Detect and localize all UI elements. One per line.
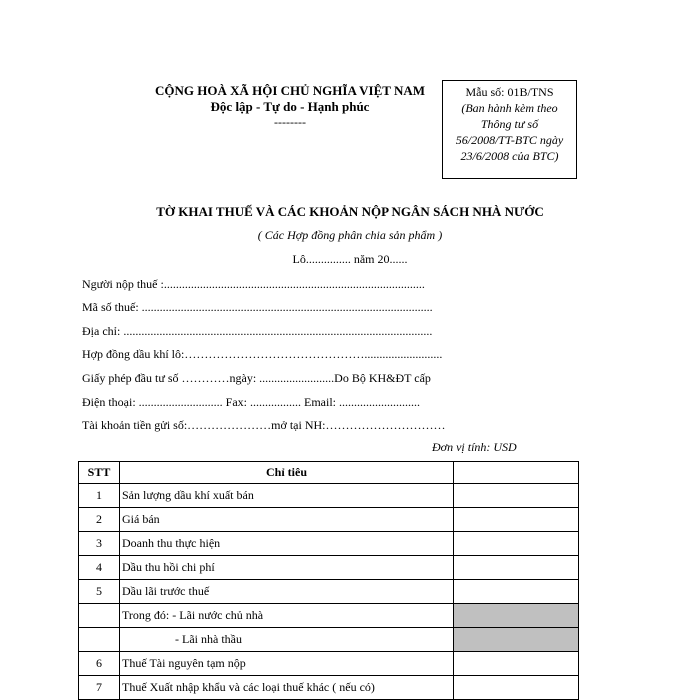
document-subtitle: ( Các Hợp đồng phân chia sản phẩm )	[257, 228, 443, 242]
row-item: Trong đó: - Lãi nước chủ nhà	[120, 604, 454, 628]
national-motto: Độc lập - Tự do - Hạnh phúc	[210, 99, 370, 114]
table-row	[79, 556, 579, 580]
national-header	[80, 83, 500, 129]
row-item: Thuế Tài nguyên tạm nộp	[120, 652, 454, 676]
form-number: Mẫu số: 01B/TNS	[465, 85, 554, 99]
row-number: 1	[79, 484, 120, 508]
issued-line-4: 23/6/2008 của BTC)	[460, 149, 559, 163]
col-header-value	[454, 462, 579, 484]
issued-line-2: Thông tư số	[480, 117, 539, 131]
row-number: 2	[79, 508, 120, 532]
taxpayer-field[interactable]: Người nộp thuế :.......................................................................................	[82, 277, 425, 291]
table-row	[79, 508, 579, 532]
row-value-cell[interactable]	[454, 532, 579, 556]
table-row	[79, 604, 579, 628]
row-value-cell[interactable]	[454, 556, 579, 580]
row-value-cell[interactable]	[454, 508, 579, 532]
issued-line-1: (Ban hành kèm theo	[461, 101, 558, 115]
row-number: 4	[79, 556, 120, 580]
row-item: Dầu lãi trước thuế	[120, 580, 454, 604]
row-item: Doanh thu thực hiện	[120, 532, 454, 556]
declaration-table	[78, 461, 579, 700]
row-value-shaded	[454, 628, 579, 652]
row-item: Dầu thu hồi chi phí	[120, 556, 454, 580]
row-number: 5	[79, 580, 120, 604]
table-row	[79, 652, 579, 676]
row-item: Giá bán	[120, 508, 454, 532]
header-rule: --------	[274, 115, 306, 129]
unit-label: Đơn vị tính: USD	[432, 440, 517, 454]
table-row	[79, 676, 579, 700]
issued-line-3: 56/2008/TT-BTC ngày	[455, 133, 564, 147]
row-number: 3	[79, 532, 120, 556]
table-header-row	[79, 462, 579, 484]
license-field[interactable]: Giấy phép đầu tư số …………ngày: .........................Do Bộ KH&ĐT cấp	[82, 371, 431, 385]
row-number	[79, 628, 120, 652]
row-item: Sản lượng dầu khí xuất bán	[120, 484, 454, 508]
row-number: 6	[79, 652, 120, 676]
address-field[interactable]: Địa chỉ: .......................................................................................................	[82, 324, 433, 338]
country-name: CỘNG HOÀ XÃ HỘI CHỦ NGHĨA VIỆT NAM	[154, 83, 426, 98]
table-row	[79, 532, 579, 556]
table-row	[79, 628, 579, 652]
contact-field[interactable]: Điện thoại: ............................ Fax: ................. Email: ...........................	[82, 395, 420, 409]
row-value-cell[interactable]	[454, 652, 579, 676]
tax-code-field[interactable]: Mã số thuế: .................................................................................................	[82, 300, 433, 314]
row-value-cell[interactable]	[454, 676, 579, 700]
row-value-cell[interactable]	[454, 484, 579, 508]
row-value-shaded	[454, 604, 579, 628]
row-item: Thuế Xuất nhập khẩu và các loại thuế khác ( nếu có)	[120, 676, 454, 700]
row-number: 7	[79, 676, 120, 700]
row-number	[79, 604, 120, 628]
document-title: TỜ KHAI THUẾ VÀ CÁC KHOẢN NỘP NGÂN SÁCH NHÀ NƯỚC	[156, 204, 544, 219]
table-row	[79, 580, 579, 604]
lot-year-line: Lô............... năm 20......	[292, 252, 408, 266]
table-row	[79, 484, 579, 508]
contract-field[interactable]: Hợp đồng dầu khí lô:………………………………………..........................	[82, 347, 443, 361]
form-number-box	[442, 80, 577, 179]
col-header-stt: STT	[79, 462, 120, 484]
col-header-item: Chỉ tiêu	[120, 462, 454, 484]
row-item: - Lãi nhà thầu	[120, 628, 454, 652]
bank-account-field[interactable]: Tài khoản tiền gửi số:…………………mở tại NH:…………………………	[82, 418, 446, 432]
row-value-cell[interactable]	[454, 580, 579, 604]
